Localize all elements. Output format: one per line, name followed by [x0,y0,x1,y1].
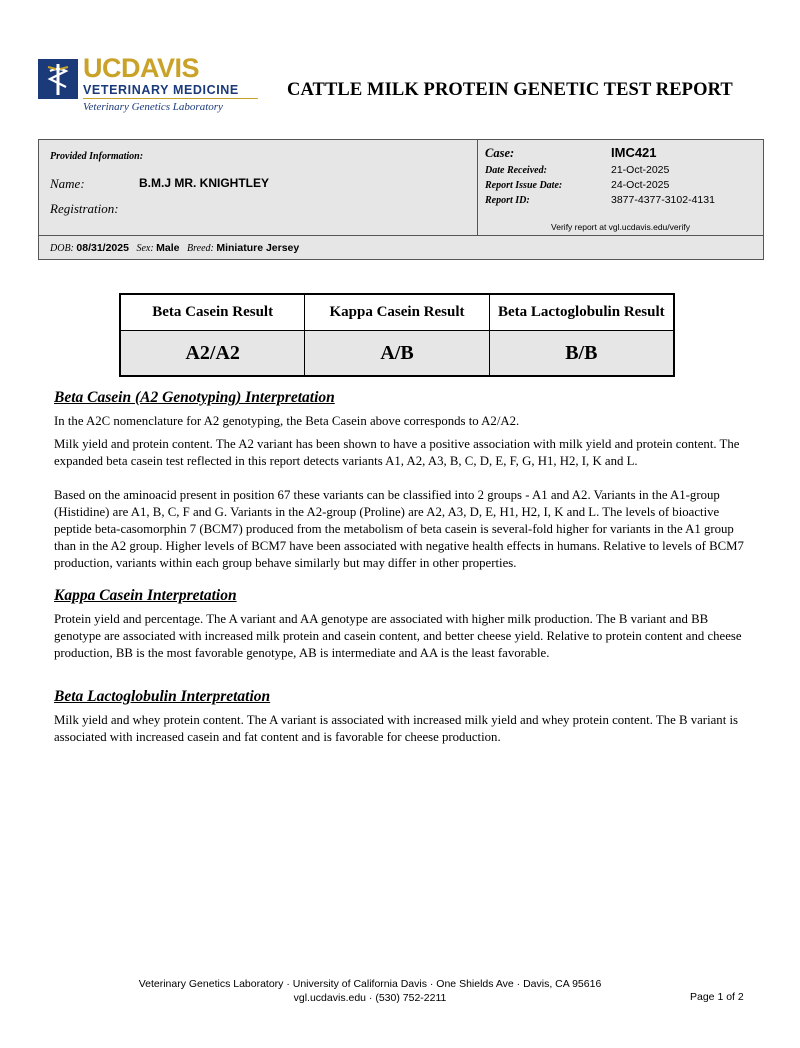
results-header-row [121,295,673,331]
provided-label: Provided Information: [50,151,144,162]
case-info [478,140,763,235]
info-panel [38,139,764,260]
issue-date-label: Report Issue Date: [485,180,563,191]
results-table [119,293,675,377]
kappa-casein-section [54,587,754,662]
registration-label: Registration: [50,201,119,216]
dob-value: 08/31/2025 [76,242,129,254]
case-value: IMC421 [611,145,657,160]
beta-casein-paragraph: Based on the aminoacid present in position 67 these variants can be classified into 2 groups - A1 and A2. Variants in the A1-group (Histidine) are A1, B, C, F and G. Variants in the A2-group (Proline) are A2, A3, D, E, H1, H2, I, K and L. The levels of bioactive peptide beta-casomorphin 7 (BCM7) produced from the metabolism of beta casein is several-fold higher for variants in the A1 group than in the A2 group. Higher levels of BCM7 have been associated with negative health effects in humans. Relative to levels of BCM7 production, variants within each group behave similarly but may differ in other properties. [54,488,744,570]
kappa-casein-heading: Kappa Casein Interpretation [54,587,237,604]
beta-lactoglobulin-header: Beta Lactoglobulin Result [497,304,665,320]
sex-label: Sex: [136,243,154,254]
footer-contact: vgl.ucdavis.edu · (530) 752-2211 [293,992,447,1004]
results-value-row [121,331,673,375]
name-label: Name: [50,176,85,191]
kappa-casein-header: Kappa Casein Result [305,295,489,330]
beta-lactoglobulin-section [54,688,754,746]
name-value: B.M.J MR. KNIGHTLEY [139,176,270,190]
sex-value: Male [156,242,180,254]
animal-details [39,235,763,259]
kappa-casein-result: A/B [305,331,489,375]
beta-casein-header: Beta Casein Result [121,295,305,330]
breed-value: Miniature Jersey [216,242,300,254]
kappa-casein-paragraph: Protein yield and percentage. The A variant and AA genotype are associated with higher milk production. The B variant and BB genotype are associated with increased milk protein and casein content, and better cheese yield. Relative to protein content and cheese production, BB is the most favorable genotype, AB is intermediate and AA is the least favorable. [54,612,742,660]
beta-casein-result: A2/A2 [121,331,305,375]
beta-lactoglobulin-paragraph: Milk yield and whey protein content. The A variant is associated with increased milk yield and whey protein content. The B variant is associated with increased casein and fat content and is favorable for cheese production. [54,713,738,744]
logo-lab-name: Veterinary Genetics Laboratory [83,101,223,113]
date-received-value: 21-Oct-2025 [611,164,670,176]
issue-date-value: 24-Oct-2025 [611,179,670,191]
footer-address: Veterinary Genetics Laboratory · University of California Davis · One Shields Ave · Davis, CA 95616 [138,978,602,990]
ucdavis-logo [38,53,268,119]
report-title: CATTLE MILK PROTEIN GENETIC TEST REPORT [287,80,733,100]
dob-label: DOB: [50,243,74,254]
beta-casein-paragraph: Milk yield and protein content. The A2 variant has been shown to have a positive association with milk yield and protein content. The expanded beta casein test reflected in this report detects variants A1, A2, A3, B, C, D, E, F, G, H1, H2, I, K and L. [54,437,740,468]
beta-lactoglobulin-result: B/B [565,341,598,364]
date-received-label: Date Received: [485,165,547,176]
logo-divider [83,98,258,99]
logo-wordmark: UCDAVIS [83,53,200,83]
caduceus-icon [38,59,78,99]
report-id-label: Report ID: [485,195,530,206]
beta-lactoglobulin-heading: Beta Lactoglobulin Interpretation [54,688,271,705]
provided-info [39,140,478,235]
footer [0,977,740,1005]
beta-casein-section [54,389,754,572]
beta-casein-paragraph: In the A2C nomenclature for A2 genotyping, the Beta Casein above corresponds to A2/A2. [54,414,520,428]
case-label: Case: [485,146,515,160]
breed-label: Breed: [187,243,214,254]
report-id-value: 3877-4377-3102-4131 [611,194,715,206]
verify-link[interactable]: Verify report at vgl.ucdavis.edu/verify [551,222,690,232]
beta-casein-heading: Beta Casein (A2 Genotyping) Interpretation [54,389,335,406]
page-number: Page 1 of 2 [690,991,744,1003]
logo-school: VETERINARY MEDICINE [83,83,239,97]
